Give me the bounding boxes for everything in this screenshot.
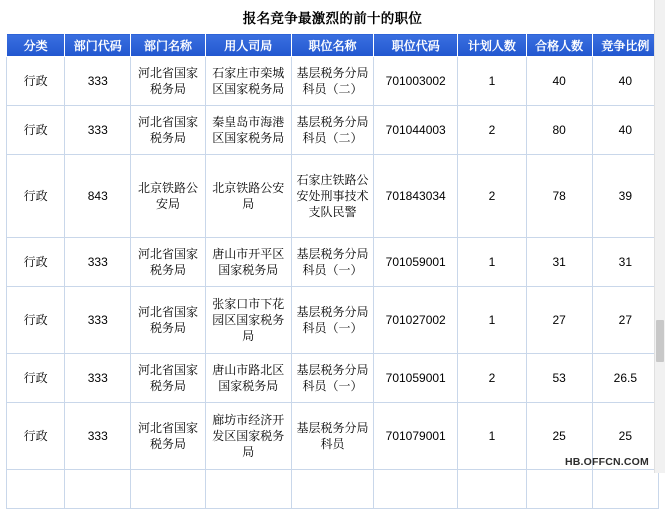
cell-qualified: 25 [526,403,592,470]
table-row [7,155,659,238]
cell-employing-bureau: 唐山市开平区国家税务局 [205,238,291,287]
cell-position-code: 701003002 [374,57,458,106]
cell-position-code: 701059001 [374,354,458,403]
cell-employing-bureau: 石家庄市栾城区国家税务局 [205,57,291,106]
cell-dept-name: 河北省国家税务局 [131,354,205,403]
cell-empty [458,470,526,509]
cell-dept-name: 河北省国家税务局 [131,403,205,470]
column-header-dept-name: 部门名称 [131,34,205,57]
cell-empty [291,470,373,509]
column-header-position-name: 职位名称 [291,34,373,57]
cell-ratio: 31 [592,238,658,287]
scrollbar-thumb[interactable] [656,320,664,362]
column-header-employing-bureau: 用人司局 [205,34,291,57]
column-header-ratio: 竞争比例 [592,34,658,57]
column-header-position-code: 职位代码 [374,34,458,57]
cell-empty [374,470,458,509]
table-row-partial [7,470,659,509]
cell-position-code: 701027002 [374,287,458,354]
cell-qualified: 31 [526,238,592,287]
cell-planned: 2 [458,354,526,403]
cell-dept-name: 河北省国家税务局 [131,287,205,354]
cell-position-name: 基层税务分局科员（一） [291,354,373,403]
table-row [7,287,659,354]
cell-dept-code: 333 [65,106,131,155]
cell-dept-code: 333 [65,287,131,354]
cell-employing-bureau: 张家口市下花园区国家税务局 [205,287,291,354]
cell-qualified: 53 [526,354,592,403]
cell-planned: 1 [458,403,526,470]
cell-planned: 2 [458,155,526,238]
table-row [7,354,659,403]
cell-planned: 2 [458,106,526,155]
cell-qualified: 78 [526,155,592,238]
column-header-planned: 计划人数 [458,34,526,57]
cell-dept-code: 333 [65,403,131,470]
column-header-dept-code: 部门代码 [65,34,131,57]
cell-planned: 1 [458,287,526,354]
vertical-scrollbar[interactable] [654,0,665,473]
cell-position-name: 基层税务分局科员（一） [291,287,373,354]
cell-employing-bureau: 廊坊市经济开发区国家税务局 [205,403,291,470]
cell-category: 行政 [7,354,65,403]
cell-ratio: 39 [592,155,658,238]
cell-ratio: 40 [592,106,658,155]
cell-dept-code: 333 [65,57,131,106]
cell-planned: 1 [458,57,526,106]
table-row [7,403,659,470]
page-title: 报名竞争最激烈的前十的职位 [242,11,423,26]
cell-ratio: 40 [592,57,658,106]
cell-empty [592,470,658,509]
cell-employing-bureau: 北京铁路公安局 [205,155,291,238]
cell-position-name: 基层税务分局科员（二） [291,106,373,155]
cell-position-code: 701079001 [374,403,458,470]
table-header-row [7,34,659,57]
cell-position-code: 701044003 [374,106,458,155]
cell-dept-name: 河北省国家税务局 [131,57,205,106]
cell-dept-name: 北京铁路公安局 [131,155,205,238]
cell-empty [205,470,291,509]
table-row [7,57,659,106]
cell-empty [7,470,65,509]
cell-empty [131,470,205,509]
cell-empty [65,470,131,509]
cell-position-name: 基层税务分局科员（一） [291,238,373,287]
cell-position-code: 701843034 [374,155,458,238]
cell-ratio: 26.5 [592,354,658,403]
footer-brand: HB.OFFCN.COM [564,456,649,468]
cell-qualified: 27 [526,287,592,354]
cell-category: 行政 [7,106,65,155]
cell-category: 行政 [7,57,65,106]
cell-ratio: 25 [592,403,658,470]
cell-empty [526,470,592,509]
cell-position-name: 基层税务分局科员 [291,403,373,470]
table-container [6,33,659,509]
cell-ratio: 27 [592,287,658,354]
column-header-qualified: 合格人数 [526,34,592,57]
cell-position-name: 石家庄铁路公安处刑事技术支队民警 [291,155,373,238]
table-row [7,106,659,155]
table-row [7,238,659,287]
cell-employing-bureau: 秦皇岛市海港区国家税务局 [205,106,291,155]
cell-category: 行政 [7,287,65,354]
cell-dept-code: 843 [65,155,131,238]
cell-dept-name: 河北省国家税务局 [131,238,205,287]
cell-planned: 1 [458,238,526,287]
cell-employing-bureau: 唐山市路北区国家税务局 [205,354,291,403]
cell-dept-code: 333 [65,238,131,287]
cell-dept-name: 河北省国家税务局 [131,106,205,155]
cell-category: 行政 [7,403,65,470]
positions-table [6,33,659,509]
cell-qualified: 40 [526,57,592,106]
cell-position-name: 基层税务分局科员（二） [291,57,373,106]
cell-category: 行政 [7,155,65,238]
cell-category: 行政 [7,238,65,287]
cell-dept-code: 333 [65,354,131,403]
cell-qualified: 80 [526,106,592,155]
cell-position-code: 701059001 [374,238,458,287]
column-header-category: 分类 [7,34,65,57]
